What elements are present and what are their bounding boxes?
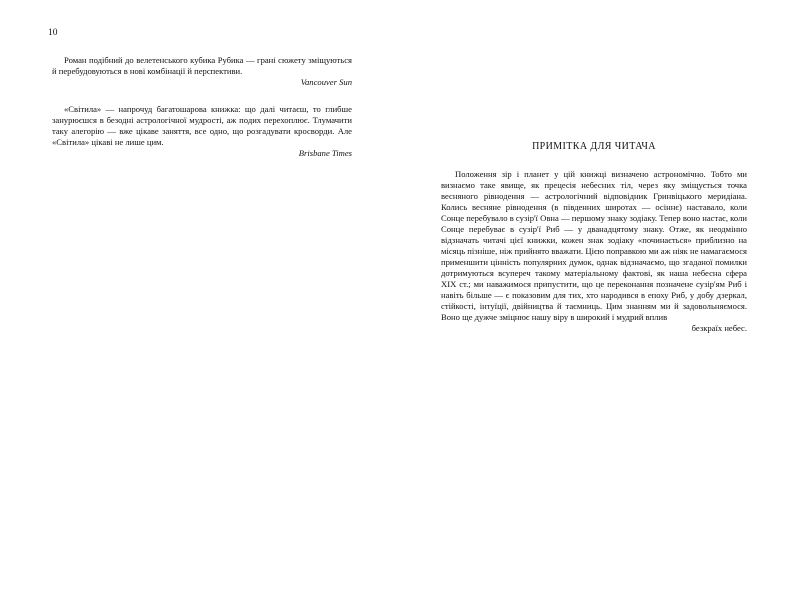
body-paragraph: Положення зір і планет у цій книжці визначено астрономічно. Тобто ми визнаємо таке явище, як прецесія небесних тіл, через яку зміщується точка весняного рівнодення — астрологічний відповідник Гринвіцького меридіана. Колись весняне рівнодення (в південних широтах — осіннє) наставало, коли Сонце перебувало в сузір'ї Овна — першому знаку зодіаку. Тепер воно настає, коли Сонце перебуває в сузір'ї Риб — у дванадцятому знаку. Отже, як неодмінно відзначать читачі цієї книжки, кожен знак зодіаку «починається» приблизно на місяць пізніше, ніж прийнято вважати. Цією поправкою ми аж ніяк не намагаємося применшити цінність популярних думок, однак відзначаємо, що згаданої помилки дотримуються всупереч такому матеріальному фактові, як наша небесна сфера XIX ст.; ми наважимося припустити, що це переконання позначене сузір'ям Риб і навіть більше — є показовим для тих, хто народився в епоху Риб, у добу дзеркал, стійкості, інтуїції, двійництва й таємниць. Цим знанням ми й задовольняємося. Воно ще дужче зміцнює нашу віру в широкий і мудрий вплив bbox=[441, 169, 747, 322]
left-page bbox=[52, 55, 352, 175]
closing-line: безкраїх небес. bbox=[691, 323, 747, 333]
quote-source: Vancouver Sun bbox=[300, 77, 352, 87]
section-heading: ПРИМІТКА ДЛЯ ЧИТАЧА bbox=[532, 141, 656, 152]
quote-text: Роман подібний до велетенського кубика Рубика — грані сюжету зміщуються й перебудовуються в нові комбінації й перспективи. bbox=[52, 55, 352, 76]
right-page bbox=[441, 141, 747, 334]
page-number: 10 bbox=[48, 28, 58, 38]
quote-text: «Світила» — напрочуд багатошарова книжка: що далі читаєш, то глибше занурюєшся в безодні астрологічної мудрості, аж подих перехоплює. Тлумачити таку алегорію — вже цікаве заняття, все одно, що розгадувати кросворди. Але «Світила» цікаві не лише цим. bbox=[52, 104, 352, 147]
quote-source: Brisbane Times bbox=[298, 148, 352, 158]
